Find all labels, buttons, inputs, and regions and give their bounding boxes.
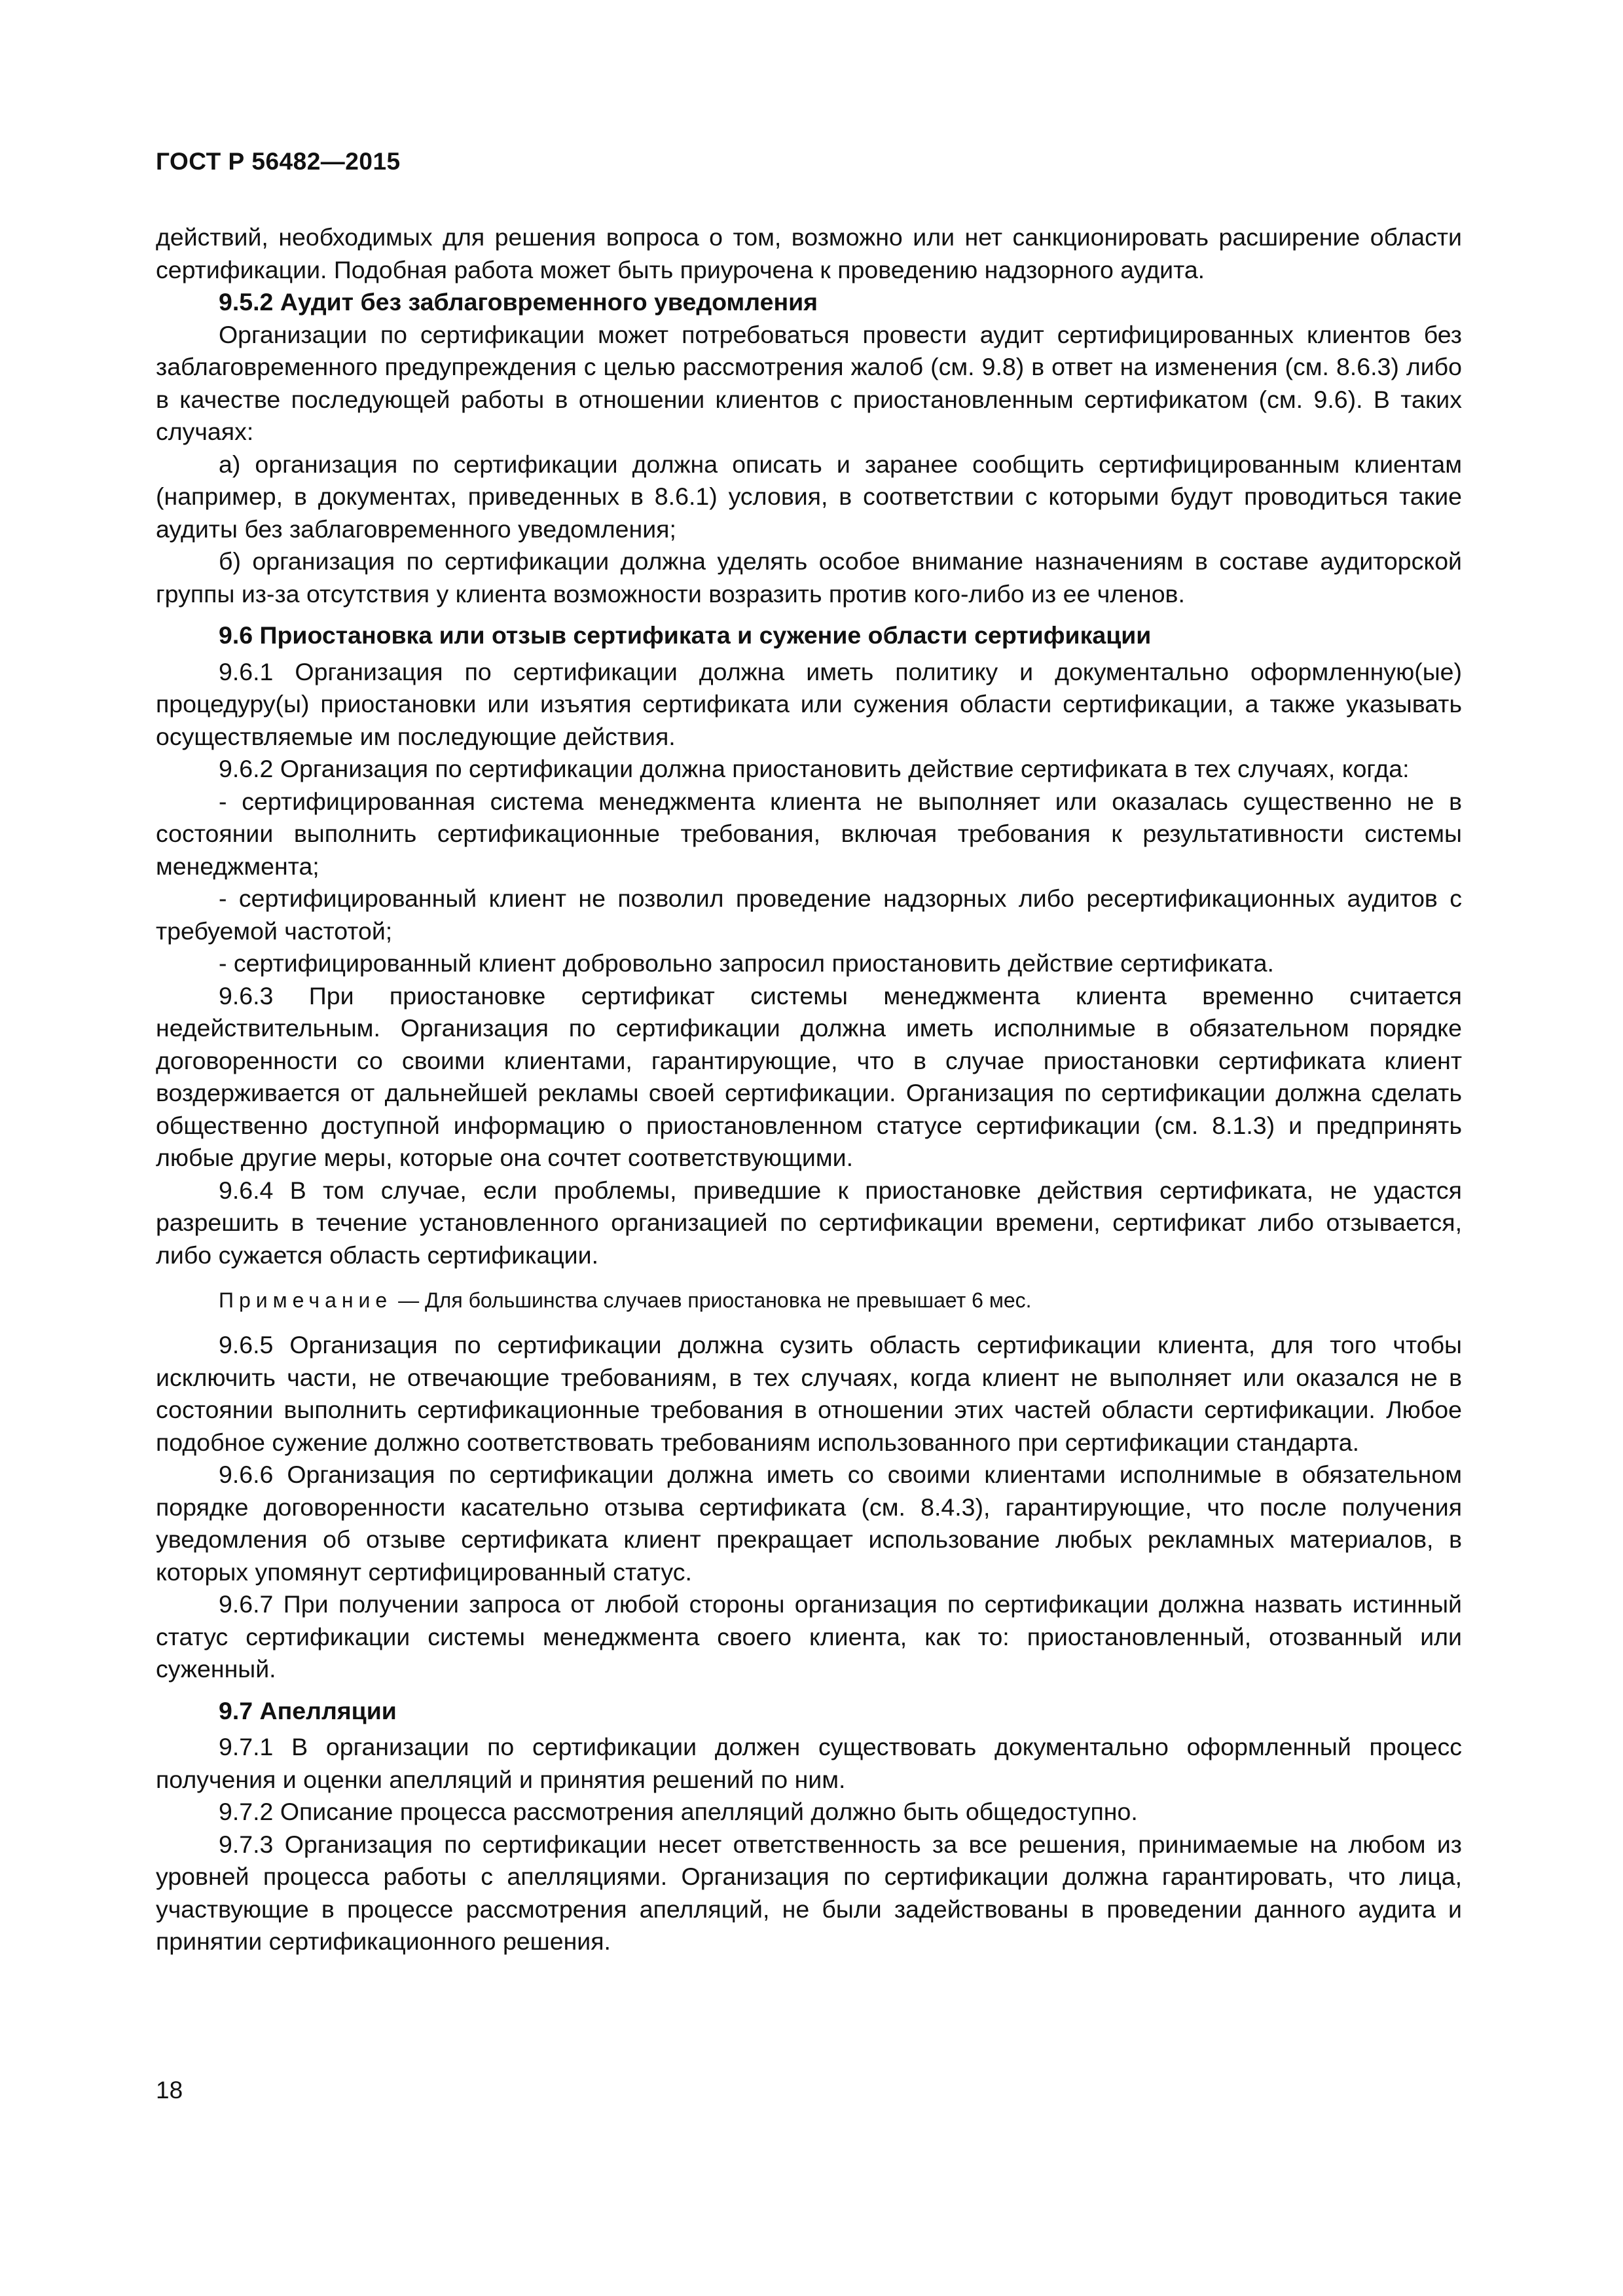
paragraph-9-6-4: 9.6.4 В том случае, если проблемы, приведшие к приостановке действия сертификата, не удастся разрешить в течение установленного организацией по сертификации времени, сертификат либо отзывается, либо сужается область сертификации. — [156, 1176, 1462, 1269]
paragraph-9-6-7: 9.6.7 При получении запроса от любой стороны организация по сертификации должна назвать истинный статус сертификации системы менеджмента своего клиента, как то: приостановленный, отозванный или суженный. — [156, 1590, 1462, 1683]
note-label: Примечание — [219, 1288, 393, 1312]
paragraph-9-6-2: 9.6.2 Организация по сертификации должна приостановить действие сертификата в тех случаях, когда: — [219, 755, 1410, 782]
paragraph-9-7-1: 9.7.1 В организации по сертификации должен существовать документально оформленный процесс получения и оценки апелляций и принятия решений по ним. — [156, 1733, 1462, 1793]
document-header: ГОСТ Р 56482—2015 — [156, 148, 401, 175]
continued-paragraph: действий, необходимых для решения вопроса о том, возможно или нет санкционировать расширение области сертификации. Подобная работа может быть приурочена к проведению надзорного аудита. — [156, 223, 1462, 283]
paragraph-9-6-6: 9.6.6 Организация по сертификации должна иметь со своими клиентами исполнимые в обязательном порядке договоренности касательно отзыва сертификата (см. 8.4.3), гарантирующие, что после получения уведомления об отзыве сертификата клиент прекращает использование любых рекламных материалов, в которых упомянут сертифицированный статус. — [156, 1461, 1462, 1586]
list-item-b: б) организация по сертификации должна уделять особое внимание назначениям в составе аудиторской группы из-за отсутствия у клиента возможности возразить против кого-либо из ее членов. — [156, 547, 1462, 608]
note-text: — Для большинства случаев приостановка не превышает 6 мес. — [398, 1288, 1032, 1312]
paragraph-9-6-3: 9.6.3 При приостановке сертификат системы менеджмента клиента временно считается недействительным. Организация по сертификации должна иметь исполнимые в обязательном порядке договоренности со своими клиентами, гарантирующие, что в случае приостановки сертификата клиент воздерживается от дальнейшей рекламы своей сертификации. Организация по сертификации должна сделать общественно доступной информацию о приостановленном статусе сертификации (см. 8.1.3) и предпринять любые другие меры, которые она сочтет соответствующими. — [156, 981, 1462, 1171]
note — [156, 1286, 1462, 1315]
list-item-a: а) организация по сертификации должна описать и заранее сообщить сертифицированным клиентам (например, в документах, приведенных в 8.6.1) условия, в соответствии с которыми будут проводиться такие аудиты без заблаговременного уведомления; — [156, 450, 1462, 543]
bullet-item: - сертифицированный клиент не позволил проведение надзорных либо ресертификационных аудитов с требуемой частотой; — [156, 884, 1462, 945]
paragraph-9-7-2: 9.7.2 Описание процесса рассмотрения апелляций должно быть общедоступно. — [219, 1798, 1138, 1825]
section-heading-9-7: 9.7 Апелляции — [219, 1696, 397, 1724]
paragraph-9-7-3: 9.7.3 Организация по сертификации несет ответственность за все решения, принимаемые на любом из уровней процесса работы с апелляциями. Организация по сертификации должна гарантировать, что лица, участвующие в процессе рассмотрения апелляций, не были задействованы в проведении данного аудита и принятии сертификационного решения. — [156, 1830, 1462, 1955]
paragraph-9-6-5: 9.6.5 Организация по сертификации должна сузить область сертификации клиента, для того чтобы исключить части, не отвечающие требованиям, в тех случаях, когда клиент не выполняет или оказался не в состоянии выполнить сертификационные требования в отношении этих частей области сертификации. Любое подобное сужение должно соответствовать требованиям использованного при сертификации стандарта. — [156, 1331, 1462, 1456]
document-body — [156, 221, 1462, 1958]
section-heading-9-6: 9.6 Приостановка или отзыв сертификата и сужение области сертификации — [219, 621, 1152, 649]
paragraph-9-5-2: Организации по сертификации может потребоваться провести аудит сертифицированных клиентов без заблаговременного предупреждения с целью рассмотрения жалоб (см. 9.8) в ответ на изменения (см. 8.6.3) либо в качестве последующей работы в отношении клиентов с приостановленным сертификатом (см. 9.6). В таких случаях: — [156, 320, 1462, 445]
bullet-item: - сертифицированный клиент добровольно запросил приостановить действие сертификата. — [219, 949, 1274, 977]
section-heading-9-5-2: 9.5.2 Аудит без заблаговременного уведомления — [219, 288, 818, 316]
page-number: 18 — [156, 2077, 183, 2104]
bullet-item: - сертифицированная система менеджмента клиента не выполняет или оказалась существенно не в состоянии выполнить сертификационные требования, включая требования к результативности системы менеджмента; — [156, 787, 1462, 880]
paragraph-9-6-1: 9.6.1 Организация по сертификации должна иметь политику и документально оформленную(ые) процедуру(ы) приостановки или изъятия сертификата или сужения области сертификации, а также указывать осуществляемые им последующие действия. — [156, 657, 1462, 750]
